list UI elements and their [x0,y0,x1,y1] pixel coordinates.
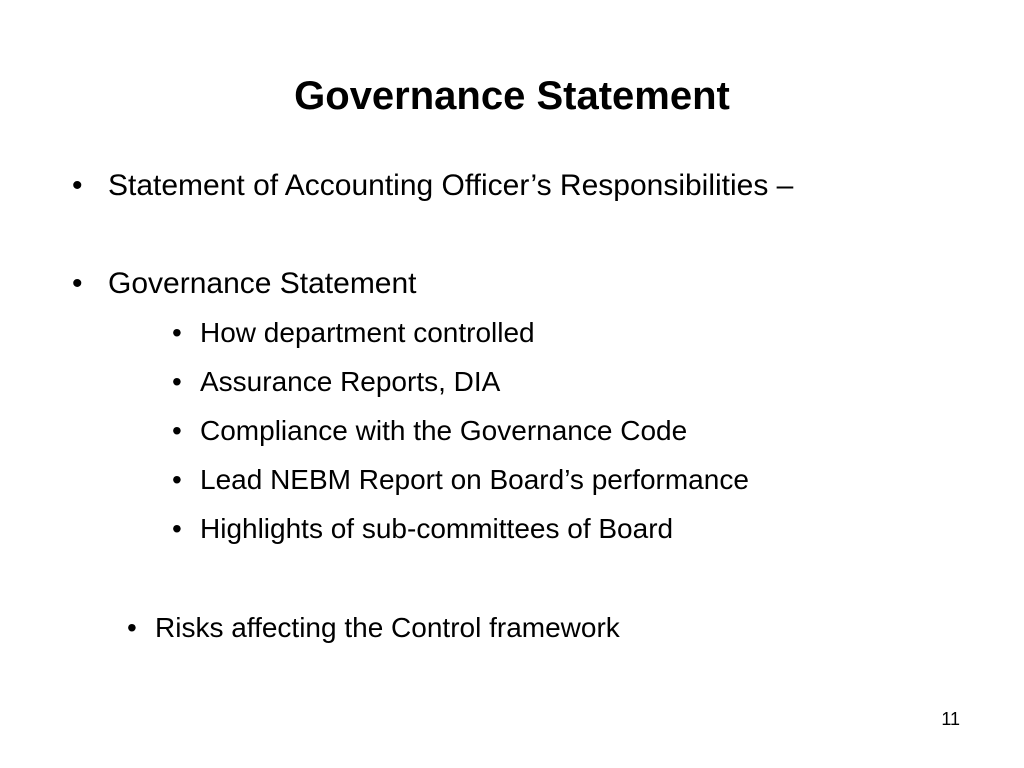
bullet-text: How department controlled [200,317,535,348]
bullet-item [72,168,793,204]
bullet-text: Risks affecting the Control framework [155,612,620,643]
bullet-text: Lead NEBM Report on Board’s performance [200,464,749,495]
bullet-text: Statement of Accounting Officer’s Responsibilities – [108,169,794,202]
sub-bullet-item [172,512,673,546]
bullet-icon: • [72,169,83,202]
bullet-icon: • [172,415,182,446]
sub-bullet-item [172,365,500,399]
bullet-text: Assurance Reports, DIA [200,366,501,397]
bullet-icon: • [172,464,182,495]
sub-bullet-item [172,414,687,448]
bullet-icon: • [72,267,83,300]
bullet-item [127,611,620,645]
sub-bullet-item [172,463,749,497]
bullet-icon: • [172,366,182,397]
bullet-icon: • [127,612,137,643]
bullet-text: Compliance with the Governance Code [200,415,688,446]
page-number: 11 [941,709,960,729]
bullet-text: Highlights of sub-committees of Board [200,513,674,544]
bullet-item [72,266,417,302]
sub-bullet-item [172,316,535,350]
bullet-text: Governance Statement [108,267,417,300]
bullet-icon: • [172,513,182,544]
bullet-icon: • [172,317,182,348]
slide-title: Governance Statement [294,74,730,118]
